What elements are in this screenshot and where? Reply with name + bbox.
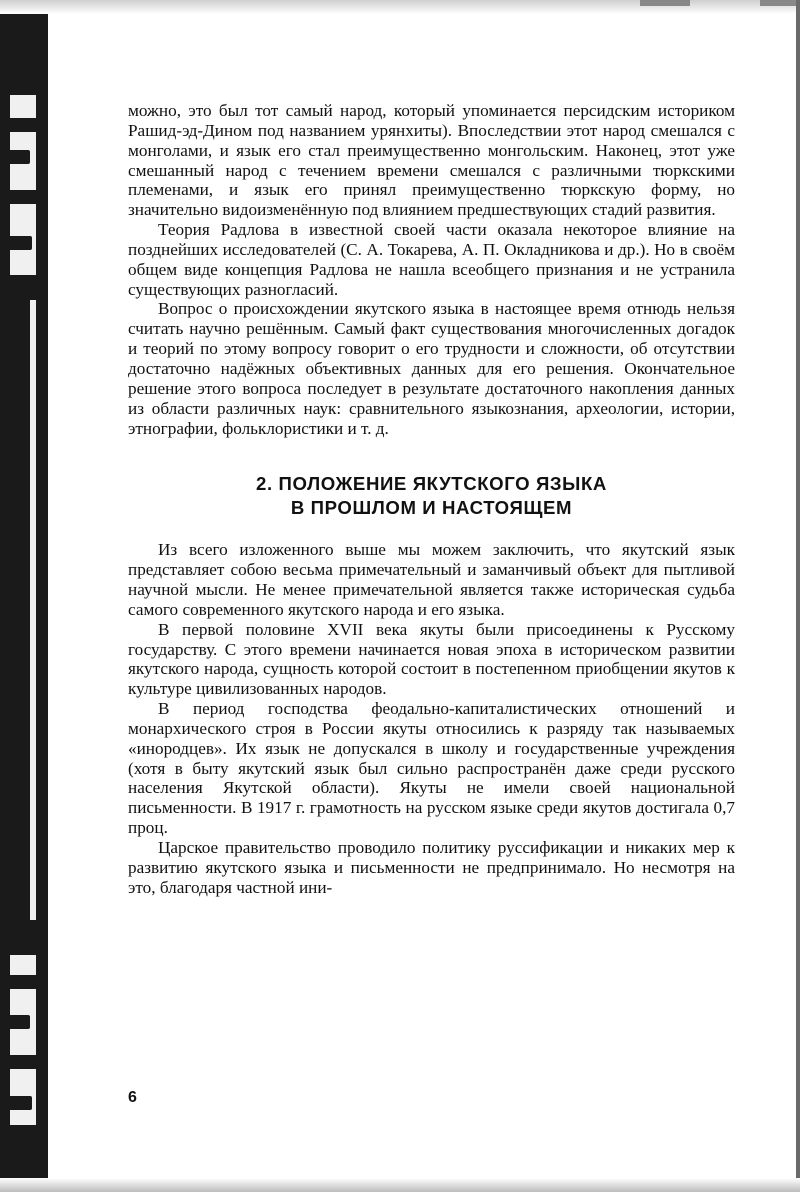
scan-right-edge [796,0,800,1192]
scan-top-edge [0,0,800,14]
paragraph: Царское правительство проводило политику руссификации и никаких мер к развитию якутского языка и письменности не предпринимало. Но несмотря на это, благодаря частной ини- [128,838,735,897]
page-body [128,101,735,898]
scan-bottom-edge [0,1178,800,1192]
paragraph: Вопрос о происхождении якутского языка в настоящее время отнюдь нельзя считать научно решённым. Самый факт существования многочисленных догадок и теорий по этому вопросу говорит о его трудности и сложности, об отсутствии достаточно надёжных объективных данных для его решения. Окончательное решение этого вопроса последует в результате достаточного накопления данных из области различных наук: сравнительного языкознания, археологии, истории, этнографии, фольклористики и т. д. [128,299,735,438]
page-number: 6 [128,1089,137,1106]
paragraph: В период господства феодально-капиталистических отношений и монархического строя в России якуты относились к разряду так называемых «инородцев». Их язык не допускался в школу и государственные учреждения (хотя в быту якутский язык был сильно распространён даже среди русского населения Якутской области). Якуты не имели своей национальной письменности. В 1917 г. грамотность на русском языке среди якутов достигала 0,7 проц. [128,699,735,838]
section-heading-line-2: В ПРОШЛОМ И НАСТОЯЩЕМ [290,497,573,519]
scan-binding-edge [0,0,48,1192]
section-heading-line-1: 2. ПОЛОЖЕНИЕ ЯКУТСКОГО ЯЗЫКА [256,473,607,495]
paragraph: Из всего изложенного выше мы можем заключить, что якутский язык представляет собою весьма примечательный и заманчивый объект для пытливой научной мысли. Не менее примечательной является также историческая судьба самого современного якутского народа и его языка. [128,540,735,619]
paragraph: Теория Радлова в известной своей части оказала некоторое влияние на позднейших исследователей (С. А. Токарева, А. П. Окладникова и др.). Но в своём общем виде концепция Радлова не нашла всеобщего признания и не устранила существующих разногласий. [128,220,735,299]
paragraph: В первой половине XVII века якуты были присоединены к Русскому государству. С этого времени начинается новая эпоха в историческом развитии якутского народа, сущность которой состоит в постепенном приобщении якутов к культуре цивилизованных народов. [128,619,735,699]
paragraph: можно, это был тот самый народ, который упоминается персидским историком Рашид-эд-Дином под названием урянхиты). Впоследствии этот народ смешался с монголами, и язык его стал преимущественно монгольским. Наконец, этот уже смешанный народ с течением времени смешался с различными тюркскими племенами, и язык его принял преимущественно тюркскую форму, но значительно видоизменённую под влиянием предшествующих стадий развития. [128,101,735,220]
section-heading [128,472,735,520]
